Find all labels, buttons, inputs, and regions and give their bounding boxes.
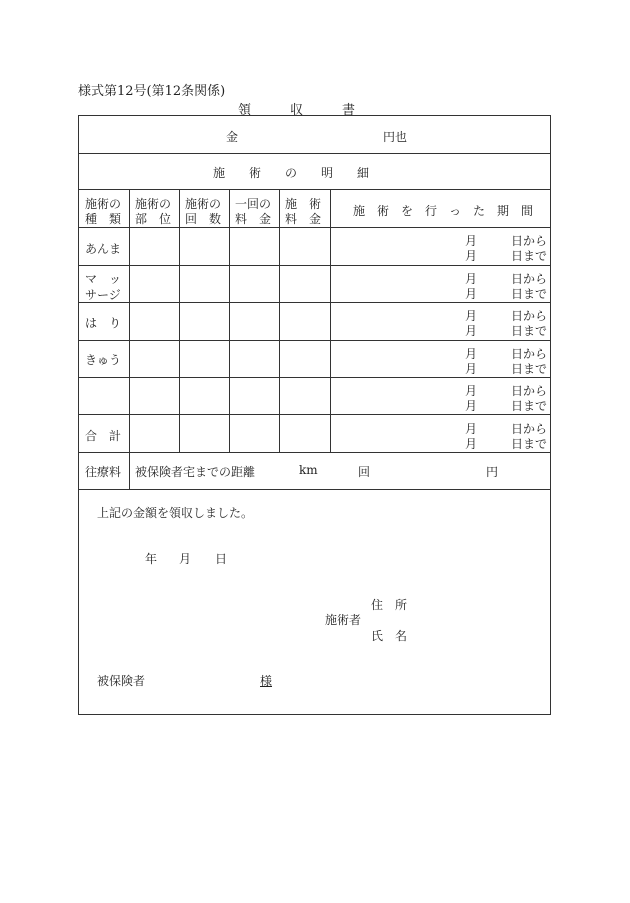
form-number: 様式第12号(第12条関係) — [78, 84, 226, 99]
col-unit-fee-header: 料 金 — [235, 212, 272, 226]
divider — [79, 153, 550, 154]
col-count-header: 回 数 — [185, 212, 222, 226]
row-type-label: あんま — [85, 242, 122, 256]
receipt-statement: 上記の金額を領収しました。 — [97, 506, 254, 520]
insured-label: 被保険者 — [97, 674, 146, 688]
travel-km: km — [299, 463, 318, 477]
col-fee-header: 料 金 — [285, 212, 322, 226]
divider — [79, 377, 550, 378]
period-month: 月 — [465, 272, 478, 286]
amount-suffix: 円也 — [383, 130, 408, 144]
col-period-header: 施 術 を 行 っ た 期 間 — [353, 204, 534, 218]
receipt-form — [78, 115, 551, 715]
divider — [79, 452, 550, 453]
document-title: 領 収 書 — [238, 103, 356, 118]
divider — [79, 340, 550, 341]
period-month: 月 — [465, 362, 478, 376]
date-month: 月 — [179, 552, 192, 566]
period-month: 月 — [465, 309, 478, 323]
col-fee-header: 施 術 — [285, 197, 322, 211]
divider — [79, 265, 550, 266]
period-from: 日から — [511, 422, 548, 436]
row-type-label: 合 計 — [85, 429, 122, 443]
col-site-header: 部 位 — [135, 212, 172, 226]
travel-times: 回 — [358, 465, 371, 479]
divider — [229, 189, 230, 452]
period-from: 日から — [511, 272, 548, 286]
period-to: 日まで — [511, 249, 548, 263]
period-month: 月 — [465, 384, 478, 398]
period-month: 月 — [465, 324, 478, 338]
detail-heading: 施 術 の 明 細 — [213, 166, 370, 180]
divider — [79, 302, 550, 303]
period-month: 月 — [465, 347, 478, 361]
divider — [179, 189, 180, 452]
row-type-label: は り — [85, 316, 122, 330]
divider — [330, 189, 331, 452]
divider — [129, 189, 130, 452]
period-to: 日まで — [511, 437, 548, 451]
period-from: 日から — [511, 309, 548, 323]
insured-honorific: 様 — [260, 674, 273, 688]
col-site-header: 施術の — [135, 197, 172, 211]
travel-yen: 円 — [486, 465, 499, 479]
divider — [79, 189, 550, 190]
practitioner-address-label: 住 所 — [371, 598, 408, 612]
period-month: 月 — [465, 422, 478, 436]
period-month: 月 — [465, 437, 478, 451]
period-to: 日まで — [511, 287, 548, 301]
col-type-header: 種 類 — [85, 212, 122, 226]
period-to: 日まで — [511, 399, 548, 413]
period-from: 日から — [511, 234, 548, 248]
travel-label: 往療料 — [85, 465, 122, 479]
period-to: 日まで — [511, 324, 548, 338]
practitioner-label: 施術者 — [325, 613, 362, 627]
period-month: 月 — [465, 399, 478, 413]
divider — [79, 489, 550, 490]
date-year: 年 — [145, 552, 158, 566]
divider — [279, 189, 280, 452]
period-from: 日から — [511, 384, 548, 398]
row-type-label: きゅう — [85, 353, 122, 367]
row-type-label: マ ッ — [85, 272, 122, 286]
period-month: 月 — [465, 249, 478, 263]
period-to: 日まで — [511, 362, 548, 376]
practitioner-name-label: 氏 名 — [371, 629, 408, 643]
col-count-header: 施術の — [185, 197, 222, 211]
period-from: 日から — [511, 347, 548, 361]
period-month: 月 — [465, 234, 478, 248]
period-month: 月 — [465, 287, 478, 301]
amount-label: 金 — [226, 130, 239, 144]
col-unit-fee-header: 一回の — [235, 197, 272, 211]
col-type-header: 施術の — [85, 197, 122, 211]
divider — [79, 414, 550, 415]
divider — [79, 227, 550, 228]
travel-distance-label: 被保険者宅までの距離 — [135, 465, 256, 479]
date-day: 日 — [215, 552, 228, 566]
row-type-label: サージ — [85, 288, 121, 302]
divider — [129, 452, 130, 489]
